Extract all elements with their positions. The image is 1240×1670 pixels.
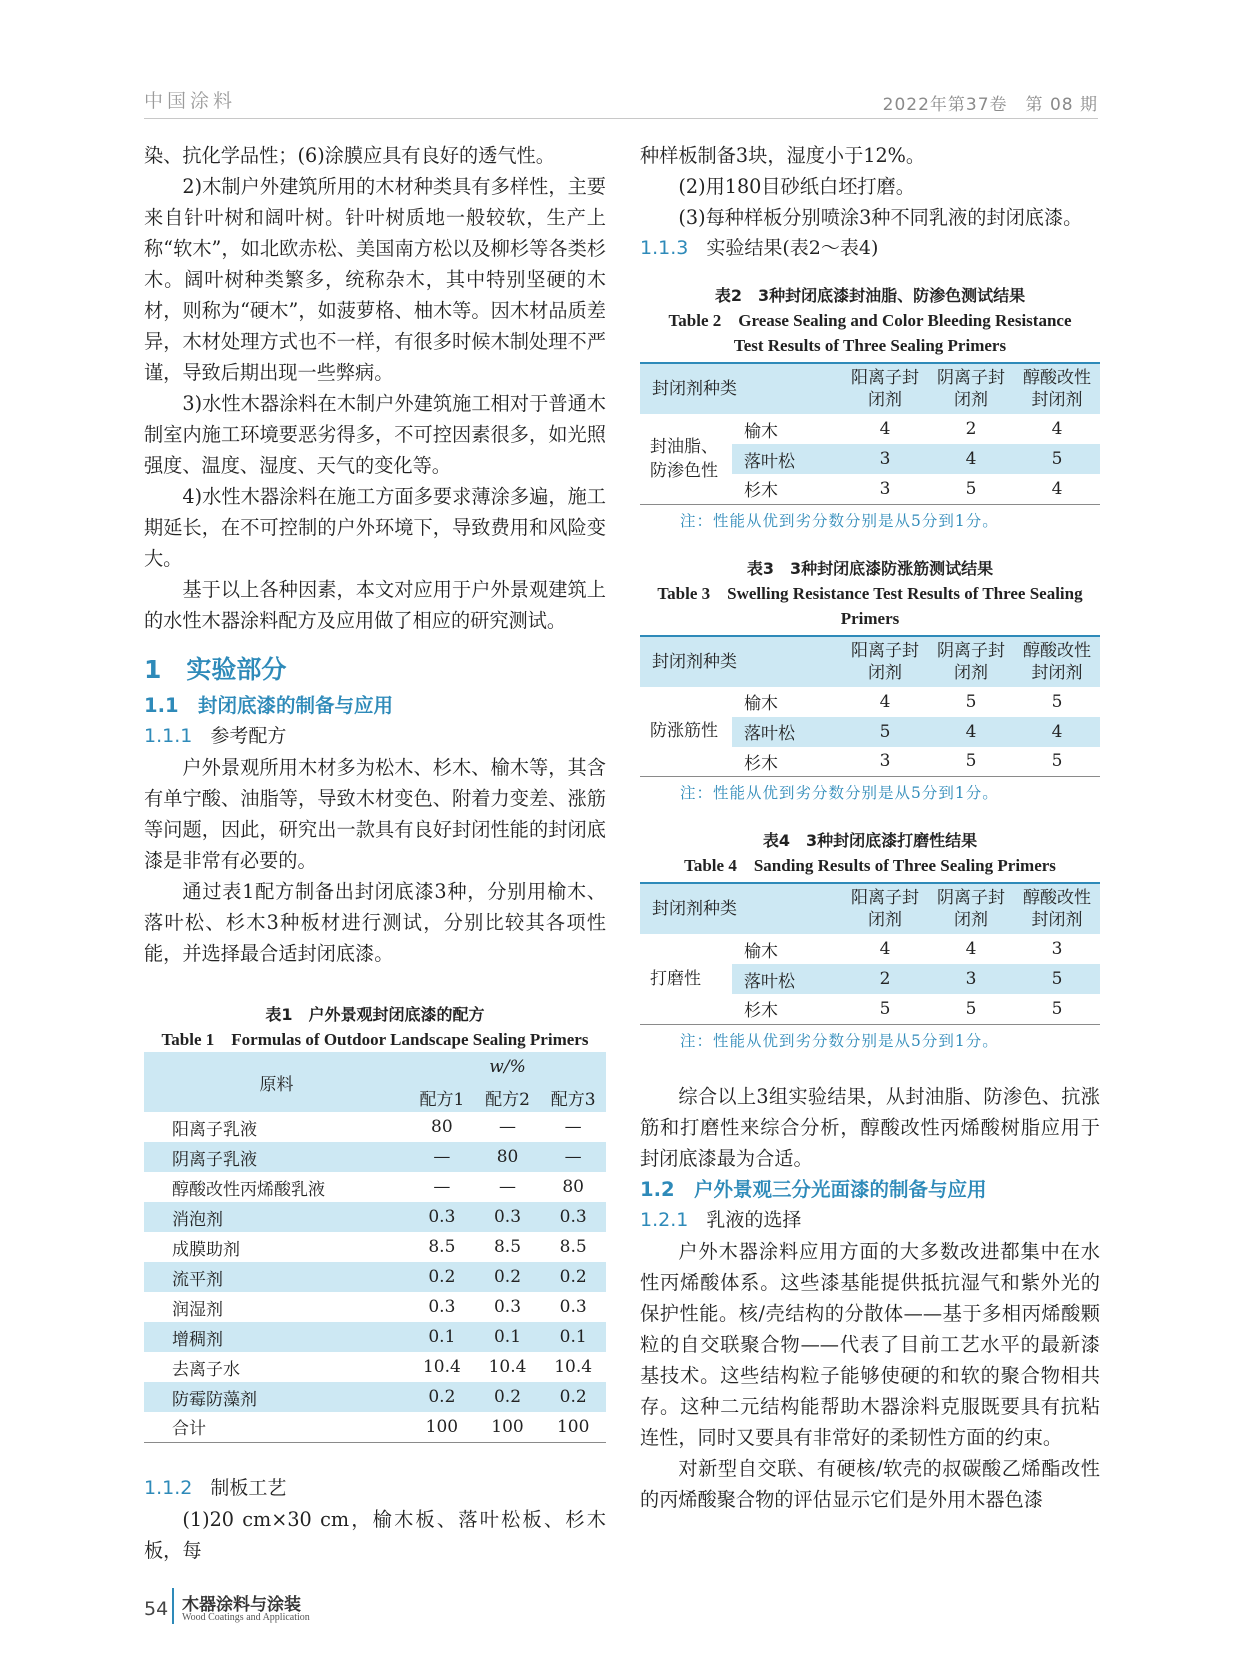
value-cell: 0.3 [540, 1202, 606, 1232]
table-body [144, 1112, 606, 1442]
table-row [144, 1382, 606, 1412]
wood-cell: 杉木 [744, 1001, 778, 1022]
value-cell: 80 [431, 1117, 453, 1137]
score-cell: 4 [879, 691, 891, 712]
table [640, 882, 1100, 1025]
score-cell: 4 [1051, 478, 1063, 499]
value-cell: 100 [425, 1416, 459, 1437]
subsection-heading: 1.1 封闭底漆的制备与应用 [144, 694, 394, 717]
table-note: 注：性能从优到劣分数分别是从5分到1分。 [680, 511, 999, 530]
footer-journal-cn: 木器涂料与涂装 [182, 1595, 301, 1615]
table-caption-en: Table 3 Swelling Resistance Test Results of Three Sealing [657, 583, 1083, 603]
value-cell: — [409, 1142, 475, 1172]
section-number: 1.1.2 [144, 1476, 193, 1499]
score-cell: 5 [965, 478, 977, 499]
paragraph: 户外景观所用木材多为松木、杉木、榆木等，其含有单宁酸、油脂等，导致木材变色、附着力变差、涨筋等问题，因此，研究出一款具有良好封闭性能的封闭底漆是非常有必要的。 [144, 756, 606, 872]
section-title: 制板工艺 [210, 1476, 287, 1499]
paragraph: 3)水性木器涂料在木制户外建筑施工相对于普通木制室内施工环境要恶劣得多，不可控因素很多，如光照强度、温度、湿度、天气的变化等。 [144, 392, 606, 477]
table-row [144, 1112, 606, 1142]
section-number: 1.1.3 [640, 237, 689, 259]
score-cell: 5 [1014, 964, 1100, 994]
table-row [640, 934, 1100, 964]
section-title: 乳液的选择 [706, 1208, 802, 1231]
table-caption-cn: 表3 3种封闭底漆防涨筋测试结果 [746, 558, 994, 578]
right-column [640, 140, 1100, 1515]
table-note: 注：性能从优到劣分数分别是从5分到1分。 [680, 1031, 999, 1050]
column-header: 封闭剂种类 [640, 636, 842, 687]
column-header: 阴离子封闭剂 [928, 636, 1014, 687]
material-cell: 阴离子乳液 [144, 1142, 409, 1172]
score-cell: 2 [842, 964, 928, 994]
score-cell: 5 [1051, 691, 1063, 712]
value-cell: — [564, 1117, 582, 1137]
table-row [640, 687, 1100, 717]
value-cell: 0.2 [409, 1382, 475, 1412]
subsubsection-heading [144, 1473, 606, 1504]
section-title: 参考配方 [210, 725, 287, 747]
table-caption-en: Primers [840, 608, 900, 628]
score-cell: 5 [1051, 751, 1063, 772]
table-caption-en: Test Results of Three Sealing Primers [733, 336, 1007, 355]
table [640, 362, 1100, 505]
table-row [144, 1352, 606, 1382]
wood-cell: 榆木 [744, 941, 778, 962]
value-cell: 0.2 [475, 1382, 541, 1412]
score-cell: 3 [879, 478, 891, 499]
material-cell: 阳离子乳液 [172, 1119, 257, 1140]
wood-cell: 落叶松 [732, 717, 842, 747]
column-header: 醇酸改性封闭剂 [1014, 883, 1100, 934]
column-header: 阴离子封闭剂 [928, 883, 1014, 934]
value-cell: 10.4 [488, 1357, 527, 1377]
subsubsection-heading [640, 1205, 1100, 1236]
table-row [144, 1322, 606, 1352]
material-cell: 流平剂 [144, 1262, 409, 1292]
value-cell: 80 [475, 1142, 541, 1172]
table-row [144, 1412, 606, 1442]
score-cell: 2 [965, 419, 977, 439]
material-cell: 醇酸改性丙烯酸乳液 [172, 1179, 325, 1200]
table-caption-en: Table 2 Grease Sealing and Color Bleeding Resistance [668, 311, 1072, 330]
table [640, 635, 1100, 778]
value-cell: 100 [491, 1416, 524, 1437]
header-divider [144, 118, 1098, 119]
score-cell: 5 [1051, 998, 1063, 1019]
value-cell: 0.1 [475, 1322, 541, 1352]
table-row [640, 414, 1100, 444]
paragraph: 种样板制备3块，湿度小于12%。 [640, 144, 926, 167]
paragraph: 通过表1配方制备出封闭底漆3种，分别用榆木、落叶松、杉木3种板材进行测试，分别比较其各项性能，并选择最合适封闭底漆。 [144, 880, 606, 965]
material-cell: 合计 [172, 1419, 206, 1440]
wood-cell: 榆木 [744, 694, 778, 714]
score-cell: 4 [879, 419, 891, 439]
value-cell: 0.3 [559, 1297, 587, 1317]
score-cell: 4 [1014, 717, 1100, 747]
value-cell: — [540, 1142, 606, 1172]
issue-info: 2022年第37卷 第 08 期 [882, 95, 1098, 115]
subsubsection-heading [640, 233, 1100, 264]
table-caption-cn: 表2 3种封闭底漆封油脂、防渗色测试结果 [714, 286, 1026, 305]
score-cell: 4 [928, 444, 1014, 474]
value-cell: 8.5 [559, 1237, 587, 1257]
subsection-heading: 1.2 户外景观三分光面漆的制备与应用 [640, 1177, 987, 1201]
value-cell: 0.2 [540, 1382, 606, 1412]
value-cell: 0.1 [540, 1322, 606, 1352]
wood-cell: 落叶松 [732, 964, 842, 994]
column-header: 配方2 [475, 1082, 541, 1112]
value-cell: 0.3 [428, 1297, 456, 1317]
paragraph: 户外木器涂料应用方面的大多数改进都集中在水性丙烯酸体系。这些漆基能提供抵抗湿气和紫外光的保护性能。核/壳结构的分散体——基于多相丙烯酸颗粒的自交联聚合物——代表了目前工艺水平的最新漆基技术。这些结构粒子能够使硬的和软的聚合物相共存。这种二元结构能帮助木器涂料克服既要具有抗粘连性，同时又要具有非常好的柔韧性方面的约束。 [640, 1239, 1100, 1449]
score-cell: 5 [965, 751, 977, 772]
wood-cell: 落叶松 [732, 444, 842, 474]
subsubsection-heading [144, 721, 606, 752]
score-cell: 4 [879, 939, 891, 959]
column-header: w/% [409, 1052, 606, 1082]
score-cell: 3 [879, 751, 891, 772]
page-number: 54 [144, 1598, 169, 1620]
paragraph: (1)20 cm×30 cm，榆木板、落叶松板、杉木板，每 [144, 1507, 606, 1562]
table-row [144, 1232, 606, 1262]
column-header: 阳离子封闭剂 [842, 363, 928, 414]
section-heading: 1 实验部分 [144, 655, 287, 684]
column-header: 阳离子封闭剂 [842, 883, 928, 934]
value-cell: — [433, 1177, 451, 1197]
column-header: 封闭剂种类 [640, 363, 842, 414]
formula-table [144, 1052, 606, 1443]
score-cell: 5 [965, 691, 977, 712]
table-row [144, 1142, 606, 1172]
paragraph: 综合以上3组实验结果，从封油脂、防渗色、抗涨筋和打磨性来综合分析，醇酸改性丙烯酸树脂应用于封闭底漆最为合适。 [640, 1084, 1100, 1170]
column-header: 封闭剂种类 [640, 883, 842, 934]
score-cell: 4 [928, 717, 1014, 747]
table-row [144, 1172, 606, 1202]
score-cell: 4 [965, 939, 977, 959]
results-table [640, 635, 1100, 804]
column-header: 阴离子封闭剂 [928, 363, 1014, 414]
column-header: 醇酸改性封闭剂 [1014, 363, 1100, 414]
value-cell: 0.2 [540, 1262, 606, 1292]
material-cell: 防霉防藻剂 [144, 1382, 409, 1412]
value-cell: 80 [562, 1177, 584, 1197]
table-caption-en: Table 1 Formulas of Outdoor Landscape Sealing Primers [161, 1030, 589, 1049]
value-cell: 0.2 [475, 1262, 541, 1292]
material-cell: 成膜助剂 [172, 1239, 240, 1260]
section-number: 1.1.1 [144, 725, 193, 747]
paragraph: 基于以上各种因素，本文对应用于户外景观建筑上的水性木器涂料配方及应用做了相应的研究测试。 [144, 578, 606, 632]
column-header: 配方3 [540, 1082, 606, 1112]
value-cell: 100 [556, 1416, 590, 1437]
value-cell: 0.2 [409, 1262, 475, 1292]
value-cell: 8.5 [428, 1237, 456, 1257]
table-caption-cn: 表4 3种封闭底漆打磨性结果 [762, 831, 978, 850]
value-cell: 10.4 [422, 1357, 461, 1377]
paragraph: 2)木制户外建筑所用的木材种类具有多样性，主要来自针叶树和阔叶树。针叶树质地一般较软，生产上称“软木”，如北欧赤松、美国南方松以及柳杉等各类杉木。阔叶树种类繁多，统称杂木，其中特别坚硬的木材，则称为“硬木”，如菠萝格、柚木等。因木材品质差异，木材处理方式也不一样，有很多时候木制处理不严谨，导致后期出现一些弊病。 [144, 175, 606, 384]
material-cell: 去离子水 [172, 1359, 240, 1380]
value-cell: 0.3 [475, 1202, 541, 1232]
material-cell: 增稠剂 [144, 1322, 409, 1352]
paragraph: (2)用180目砂纸白坯打磨。 [678, 175, 915, 198]
column-header: 配方1 [409, 1082, 475, 1112]
results-table [640, 882, 1100, 1051]
wood-cell: 杉木 [744, 481, 778, 502]
score-cell: 5 [965, 998, 977, 1019]
score-cell: 5 [879, 998, 891, 1019]
value-cell: 0.3 [493, 1297, 522, 1317]
journal-name: 中国涂料 [144, 90, 237, 112]
table-note: 注：性能从优到劣分数分别是从5分到1分。 [680, 784, 999, 802]
column-header: 阳离子封闭剂 [842, 636, 928, 687]
left-column [144, 140, 606, 1566]
value-cell: 8.5 [493, 1237, 522, 1257]
table-row [144, 1262, 606, 1292]
value-cell: 0.3 [409, 1202, 475, 1232]
value-cell: — [499, 1117, 516, 1137]
material-cell: 润湿剂 [172, 1299, 223, 1320]
value-cell: 10.4 [554, 1357, 593, 1377]
score-cell: 3 [842, 444, 928, 474]
table-row [144, 1292, 606, 1322]
group-cell: 封油脂、防渗色性 [640, 414, 732, 504]
footer-divider [172, 1588, 174, 1624]
footer-journal-en: Wood Coatings and Application [182, 1612, 310, 1623]
section-title: 实验结果(表2～表4) [706, 237, 879, 259]
material-cell: 消泡剂 [144, 1202, 409, 1232]
results-table [640, 362, 1100, 531]
score-cell: 4 [1051, 419, 1063, 439]
column-header: 原料 [144, 1052, 409, 1112]
value-cell: 0.1 [409, 1322, 475, 1352]
table-row [144, 1202, 606, 1232]
paragraph: (3)每种样板分别喷涂3种不同乳液的封闭底漆。 [678, 206, 1083, 229]
group-cell: 防涨筋性 [640, 687, 732, 777]
score-cell: 3 [928, 964, 1014, 994]
table-caption-cn: 表1 户外景观封闭底漆的配方 [265, 1005, 485, 1024]
wood-cell: 杉木 [744, 753, 778, 774]
paragraph: 染、抗化学品性；(6)涂膜应具有良好的透气性。 [144, 144, 555, 167]
value-cell: — [499, 1177, 516, 1197]
score-cell: 5 [1014, 444, 1100, 474]
paragraph: 对新型自交联、有硬核/软壳的叔碳酸乙烯酯改性的丙烯酸聚合物的评估显示它们是外用木器色漆 [640, 1456, 1100, 1511]
column-header: 醇酸改性封闭剂 [1014, 636, 1100, 687]
wood-cell: 榆木 [744, 421, 778, 442]
group-cell: 打磨性 [640, 934, 732, 1024]
paragraph: 4)水性木器涂料在施工方面多要求薄涂多遍，施工期延长，在不可控制的户外环境下，导致费用和风险变大。 [144, 485, 606, 570]
table-caption-en: Table 4 Sanding Results of Three Sealing Primers [684, 856, 1056, 875]
score-cell: 3 [1051, 939, 1063, 959]
score-cell: 5 [842, 717, 928, 747]
section-number: 1.2.1 [640, 1208, 689, 1231]
